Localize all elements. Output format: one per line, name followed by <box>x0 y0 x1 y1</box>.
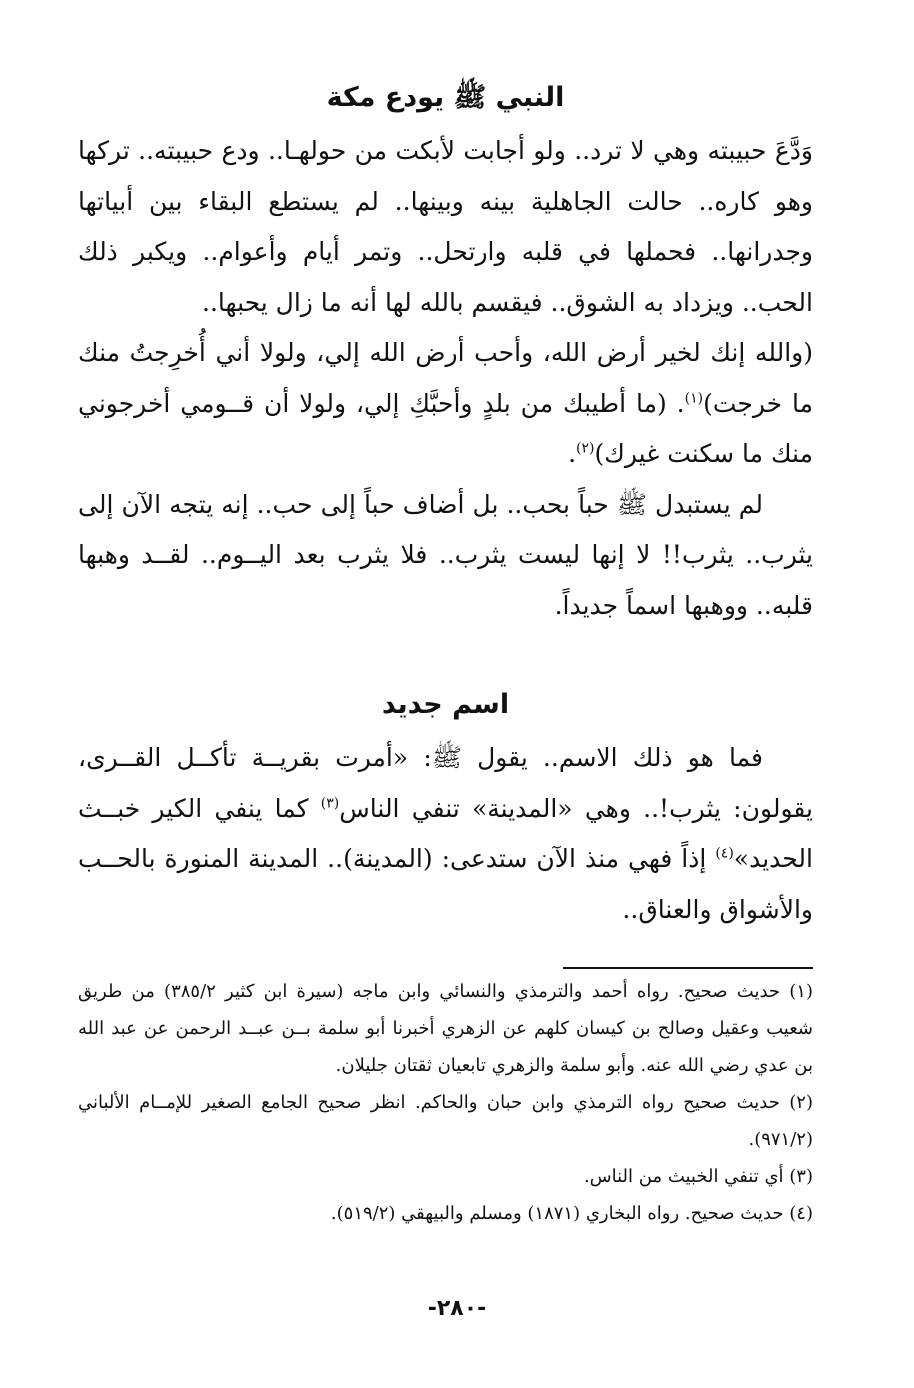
footnote-ref-1[interactable]: (١) <box>684 390 704 407</box>
quote-text-2: . (ما أطيبك من بلدٍ وأحبَّكِ إلي، ولولا أن قــومي أخرجوني منك ما سكنت غيرك) <box>78 388 813 468</box>
section-title-prophet-farewell: النبي ﷺ يودع مكة <box>326 82 565 113</box>
footnote-4: (٤) حديث صحيح. رواه البخاري (١٨٧١) ومسلم والبيهقي (٥١٩/٢). <box>330 1203 813 1224</box>
new-name-text-1: فما هو ذلك الاسم.. يقول ﷺ: «أمرت بقريــة تأكــل القــرى، يقولون: يثرب!.. وهي «المدينة» تنفي الناس <box>78 743 813 823</box>
new-name-text-2: كما ينفي الكير خبــث الحديد» <box>78 793 813 873</box>
paragraph-new-name <box>78 733 813 935</box>
footnote-divider <box>563 967 813 969</box>
new-name-text-3: إذاً فهي منذ الآن ستدعى: (المدينة).. المدينة المنورة بالحــب والأشواق والعناق.. <box>78 844 813 924</box>
footnote-ref-3[interactable]: (٣) <box>320 795 340 812</box>
footnote-3: (٣) أي تنفي الخبيث من الناس. <box>583 1166 813 1187</box>
paragraph-hadith-quotes <box>78 328 813 480</box>
paragraph-yathrib: لم يستبدل ﷺ حباً بحب.. بل أضاف حباً إلى حب.. إنه يتجه الآن إلى يثرب.. يثرب!! لا إنها ليست يثرب.. فلا يثرب بعد اليــوم.. لقــد وهبها قلبه.. ووهبها اسماً جديداً. <box>78 489 813 620</box>
page-content <box>78 70 813 1232</box>
paragraph-farewell: وَدَّعَ حبيبته وهي لا ترد.. ولو أجابت لأبكت من حولهـا.. ودع حبيبته.. تركها وهو كاره.. حالت الجاهلية بينه وبينها.. لم يستطع البقاء بين أبياتها وجدرانها.. فحملها في قلبه وارتحل.. وتمر أيام وأعوام.. ويكبر ذلك الحب.. ويزداد به الشوق.. فيقسم بالله لها أنه ما زال يحبها.. <box>78 136 813 317</box>
footnote-ref-2[interactable]: (٢) <box>576 440 595 457</box>
footnote-2: (٢) حديث صحيح رواه الترمذي وابن حبان والحاكم. انظر صحيح الجامع الصغير للإمــام الألباني (٩٧١/٢). <box>78 1092 813 1150</box>
footnote-1: (١) حديث صحيح. رواه أحمد والترمذي والنسائي وابن ماجه (سيرة ابن كثير ٣٨٥/٢) من طريق شعيب وعقيل وصالح بن كيسان كلهم عن الزهري أخبرنا أبو سلمة بــن عبــد الرحمن عن عبد الله بن عدي رضي الله عنه. وأبو سلمة والزهري تابعيان ثقتان جليلان. <box>78 981 813 1076</box>
page-number: -٢٨٠- <box>427 1296 487 1321</box>
section-title-new-name: اسم جديد <box>381 689 510 720</box>
footnotes <box>78 973 813 1232</box>
quote-text-end: . <box>568 439 577 468</box>
quote-text-1: (والله إنك لخير أرض الله، وأحب أرض الله إلي، ولولا أني أُخرِجتُ منك ما خرجت) <box>78 338 814 418</box>
footnote-ref-4[interactable]: (٤) <box>715 845 734 862</box>
